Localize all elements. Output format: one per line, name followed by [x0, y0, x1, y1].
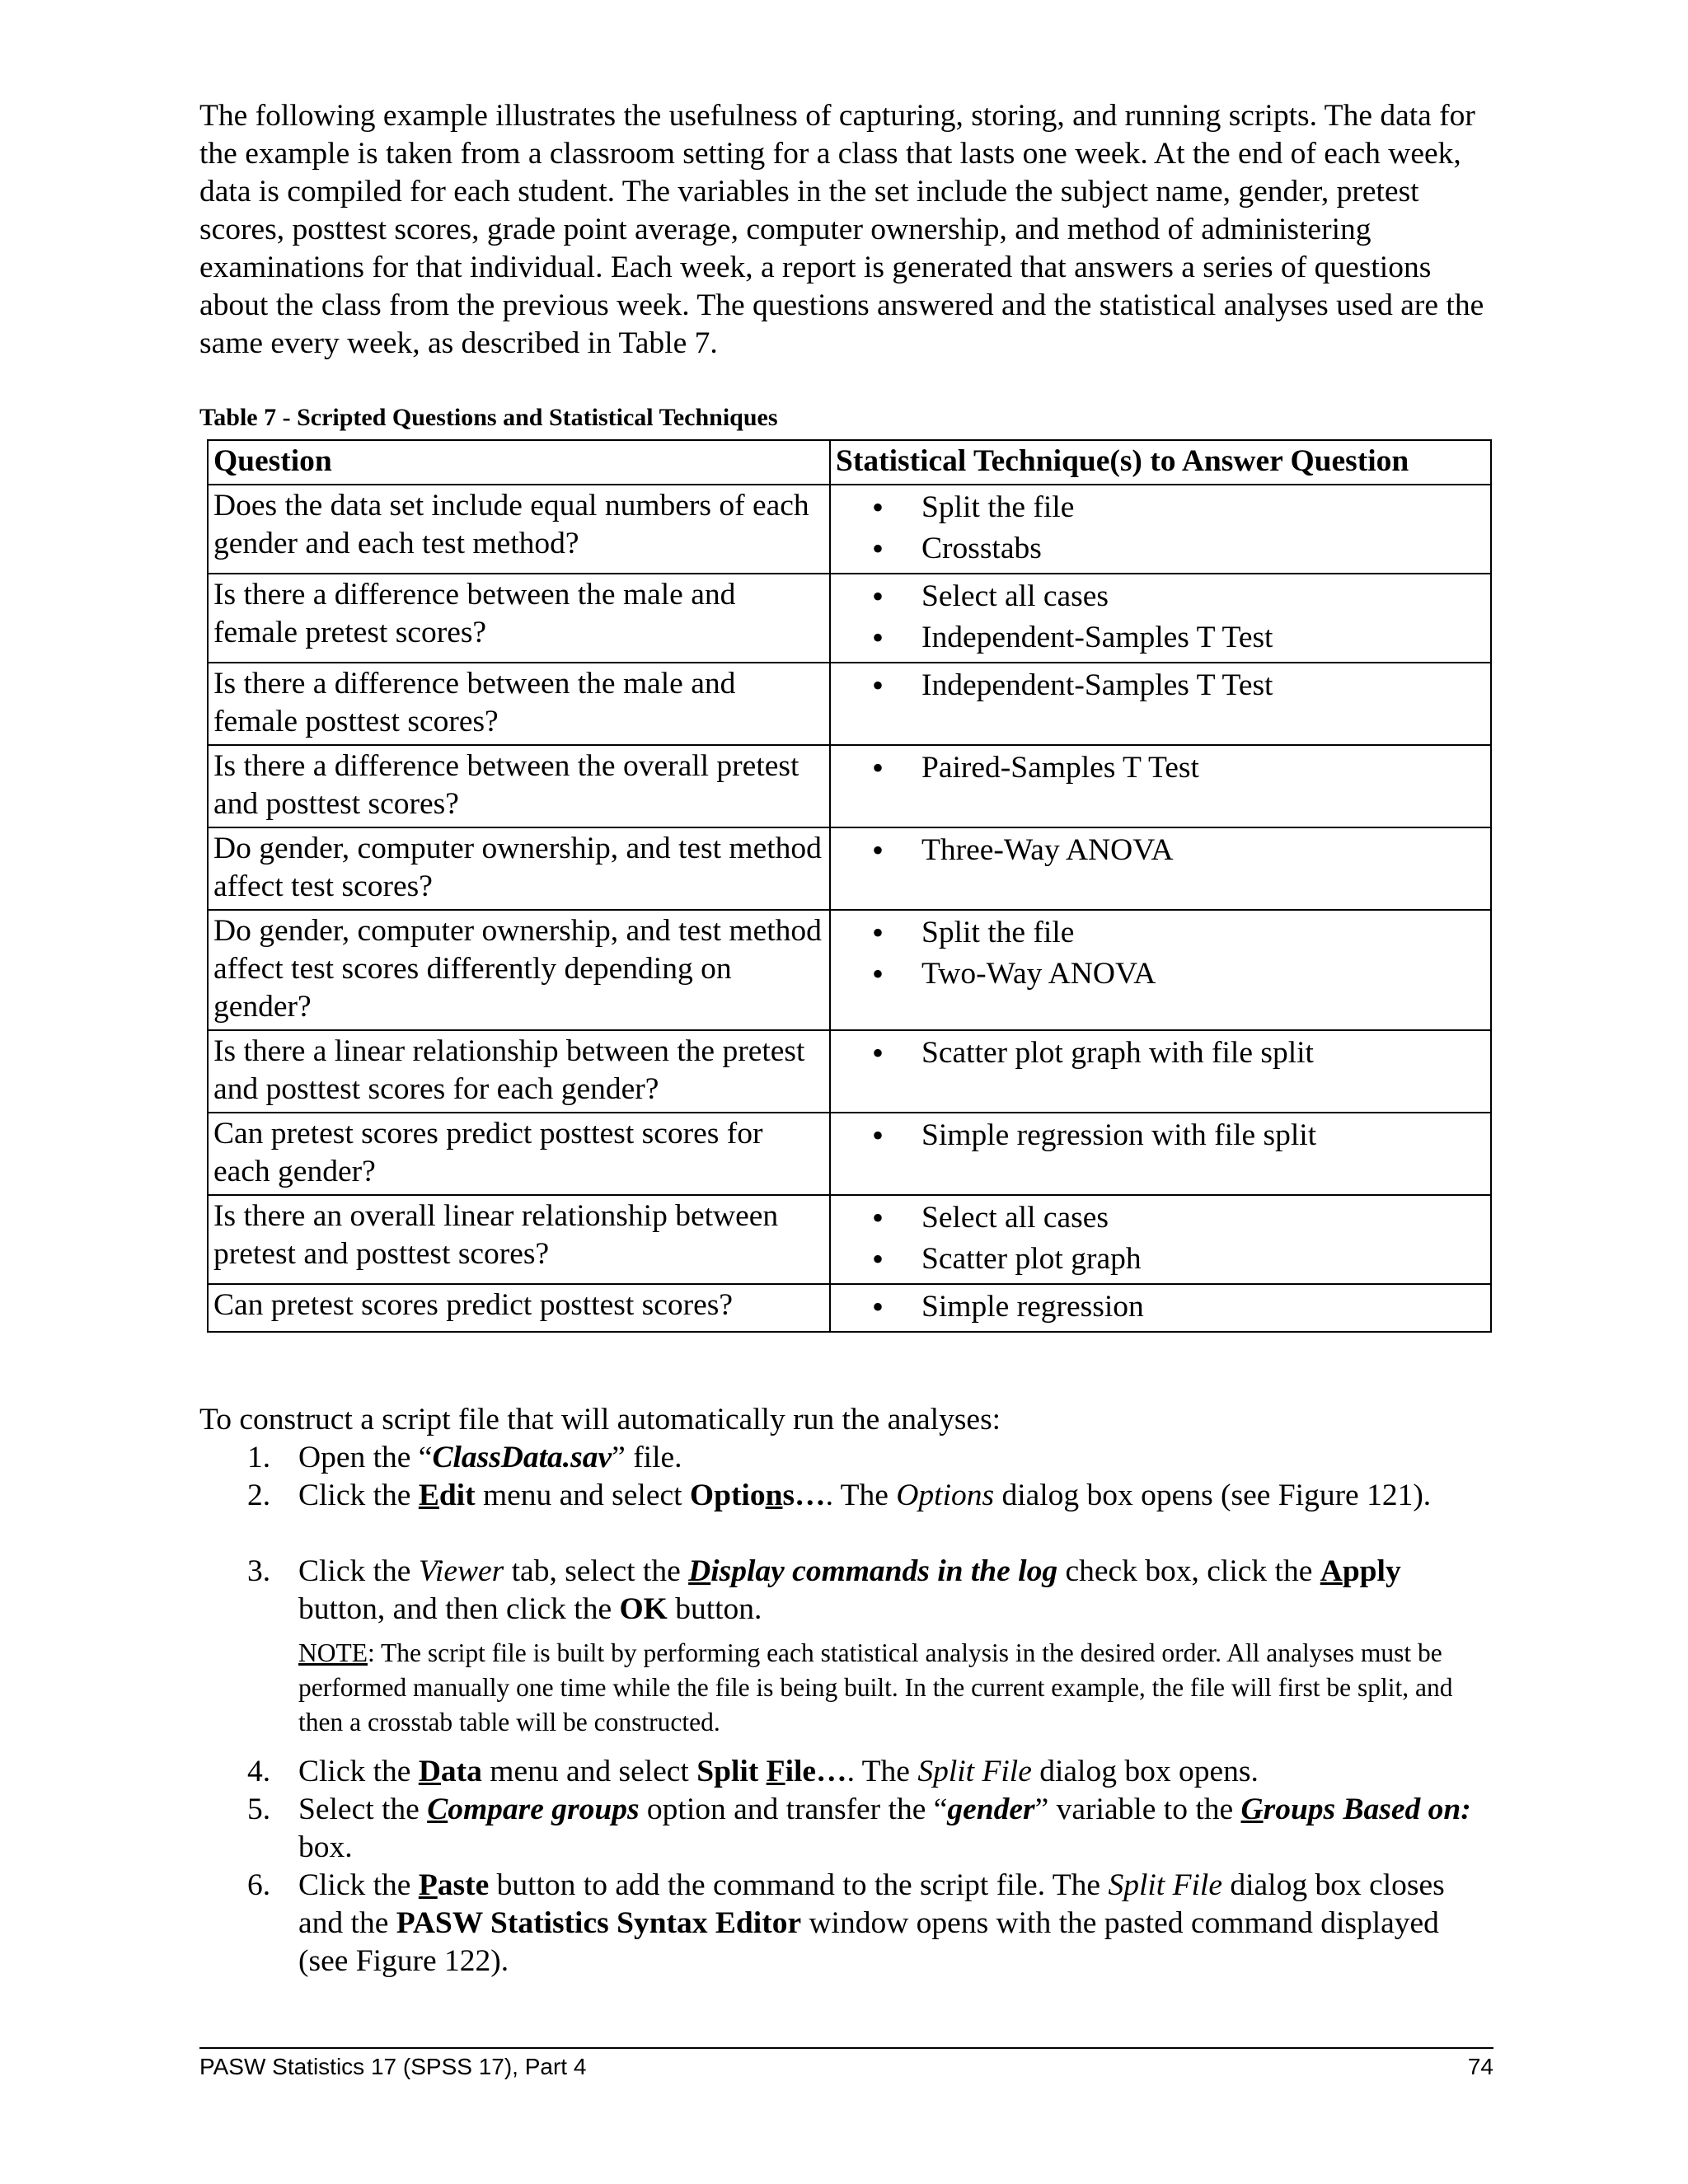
edit-menu-ref: Edit: [418, 1479, 476, 1512]
technique-list: [836, 748, 1485, 789]
technique-item: • Two-Way ANOVA: [872, 954, 1485, 995]
technique-cell: [830, 910, 1491, 1030]
technique-cell: [830, 1195, 1491, 1284]
technique-item: • Split the file: [872, 487, 1485, 528]
table-row: [208, 1284, 1491, 1332]
options-menu-item-ref: Options…: [689, 1479, 826, 1512]
groups-based-on-box-ref: Groups Based on:: [1240, 1793, 1471, 1826]
technique-item: • Scatter plot graph with file split: [872, 1033, 1485, 1074]
gender-variable-ref: gender: [947, 1793, 1035, 1826]
technique-list: [836, 1197, 1485, 1280]
step-4: 4. Click the Data menu and select Split File…. The Split File dialog box opens.: [247, 1753, 1492, 1791]
table-row: [208, 910, 1491, 1030]
question-cell: Is there an overall linear relationship between pretest and posttest scores?: [208, 1195, 830, 1284]
intro-paragraph: The following example illustrates the usefulness of capturing, storing, and running scripts. The data for the example is taken from a classroom setting for a class that lasts one week. At the end of each week, data is compiled for each student. The variables in the set include the subject name, gender, pretest scores, posttest scores, grade point average, computer ownership, and method of administering examinations for that individual. Each week, a report is generated that answers a series of questions about the class from the previous week. The questions answered and the statistical analyses used are the same every week, as described in Table 7.: [199, 99, 1484, 360]
paste-button-ref: Paste: [418, 1868, 490, 1902]
table-row: [208, 1195, 1491, 1284]
technique-list: [836, 830, 1485, 871]
technique-item: • Independent-Samples T Test: [872, 665, 1485, 706]
technique-item: • Simple regression with file split: [872, 1115, 1485, 1156]
question-cell: Do gender, computer ownership, and test method affect test scores differently depending on gender?: [208, 910, 830, 1030]
table-row: [208, 1113, 1491, 1195]
questions-table: [207, 439, 1492, 1333]
step-number: 1.: [247, 1441, 271, 1474]
note-label: NOTE: [298, 1638, 368, 1667]
step-6: 6. Click the Paste button to add the command to the script file. The Split File dialog box closes and the PASW Statistics Syntax Editor window opens with the pasted command displayed (see Figure 122).: [247, 1868, 1445, 1978]
technique-list: [836, 665, 1485, 706]
technique-cell: [830, 827, 1491, 910]
table-row: [208, 574, 1491, 663]
question-cell: Is there a linear relationship between the pretest and posttest scores for each gender?: [208, 1030, 830, 1113]
question-cell: Can pretest scores predict posttest scores for each gender?: [208, 1113, 830, 1195]
syntax-editor-ref: PASW Statistics Syntax Editor: [396, 1906, 802, 1940]
table-header-row: [208, 440, 1491, 485]
steps-intro: To construct a script file that will automatically run the analyses:: [199, 1403, 1001, 1436]
question-cell: Do gender, computer ownership, and test method affect test scores?: [208, 827, 830, 910]
question-cell: Does the data set include equal numbers of each gender and each test method?: [208, 485, 830, 574]
header-question: Question: [208, 440, 830, 485]
step-3: 3. Click the Viewer tab, select the Display commands in the log check box, click the Apply button, and then click the OK button.: [247, 1554, 1401, 1626]
step-1: 1. Open the “ClassData.sav” file.: [247, 1439, 1492, 1477]
table-row: [208, 663, 1491, 745]
technique-list: [836, 576, 1485, 658]
technique-list: [836, 487, 1485, 569]
technique-cell: [830, 745, 1491, 827]
header-technique: Statistical Technique(s) to Answer Question: [830, 440, 1491, 485]
display-commands-checkbox-ref: Display commands in the log: [688, 1554, 1058, 1588]
technique-cell: [830, 485, 1491, 574]
question-cell: Is there a difference between the male and female posttest scores?: [208, 663, 830, 745]
question-cell: Is there a difference between the overall pretest and posttest scores?: [208, 745, 830, 827]
page-number: 74: [1467, 2054, 1493, 2079]
ok-button-ref: OK: [619, 1592, 668, 1626]
data-menu-ref: Data: [418, 1755, 482, 1788]
technique-cell: [830, 1113, 1491, 1195]
technique-cell: [830, 663, 1491, 745]
technique-item: • Simple regression: [872, 1286, 1485, 1328]
step-number: 2.: [247, 1479, 271, 1512]
apply-button-ref: Apply: [1320, 1554, 1401, 1588]
technique-cell: [830, 1030, 1491, 1113]
technique-list: [836, 1115, 1485, 1156]
technique-list: [836, 1286, 1485, 1328]
technique-item: • Select all cases: [872, 1197, 1485, 1239]
technique-cell: [830, 1284, 1491, 1332]
question-cell: Can pretest scores predict posttest scores?: [208, 1284, 830, 1332]
step-number: 4.: [247, 1755, 271, 1788]
technique-item: • Three-Way ANOVA: [872, 830, 1485, 871]
table-row: [208, 485, 1491, 574]
compare-groups-option-ref: Compare groups: [427, 1793, 640, 1826]
technique-item: • Paired-Samples T Test: [872, 748, 1485, 789]
table-row: [208, 827, 1491, 910]
technique-item: • Independent-Samples T Test: [872, 617, 1485, 658]
step-2: 2. Click the Edit menu and select Options…. The Options dialog box opens (see Figure 121).: [247, 1477, 1492, 1515]
technique-item: • Scatter plot graph: [872, 1239, 1485, 1280]
technique-item: • Crosstabs: [872, 528, 1485, 569]
step-5: 5. Select the Compare groups option and transfer the “gender” variable to the Groups Based on: box.: [247, 1793, 1471, 1864]
file-name: ClassData.sav: [432, 1441, 612, 1474]
technique-item: • Split the file: [872, 912, 1485, 954]
table-row: [208, 1030, 1491, 1113]
table-row: [208, 745, 1491, 827]
technique-list: [836, 912, 1485, 995]
table-caption: Table 7 - Scripted Questions and Statistical Techniques: [199, 404, 778, 431]
note-paragraph: NOTE: The script file is built by performing each statistical analysis in the desired order. All analyses must be performed manually one time while the file is being built. In the current example, the file will first be split, and then a crosstab table will be constructed.: [298, 1638, 1453, 1736]
technique-list: [836, 1033, 1485, 1074]
technique-item: • Select all cases: [872, 576, 1485, 617]
footer-title: PASW Statistics 17 (SPSS 17), Part 4: [199, 2054, 587, 2079]
step-number: 5.: [247, 1793, 271, 1826]
footer-divider: [199, 2047, 1493, 2049]
split-file-menu-item-ref: Split File…: [696, 1755, 847, 1788]
table-body: [208, 485, 1491, 1332]
step-number: 6.: [247, 1868, 271, 1902]
technique-cell: [830, 574, 1491, 663]
step-number: 3.: [247, 1554, 271, 1588]
question-cell: Is there a difference between the male and female pretest scores?: [208, 574, 830, 663]
